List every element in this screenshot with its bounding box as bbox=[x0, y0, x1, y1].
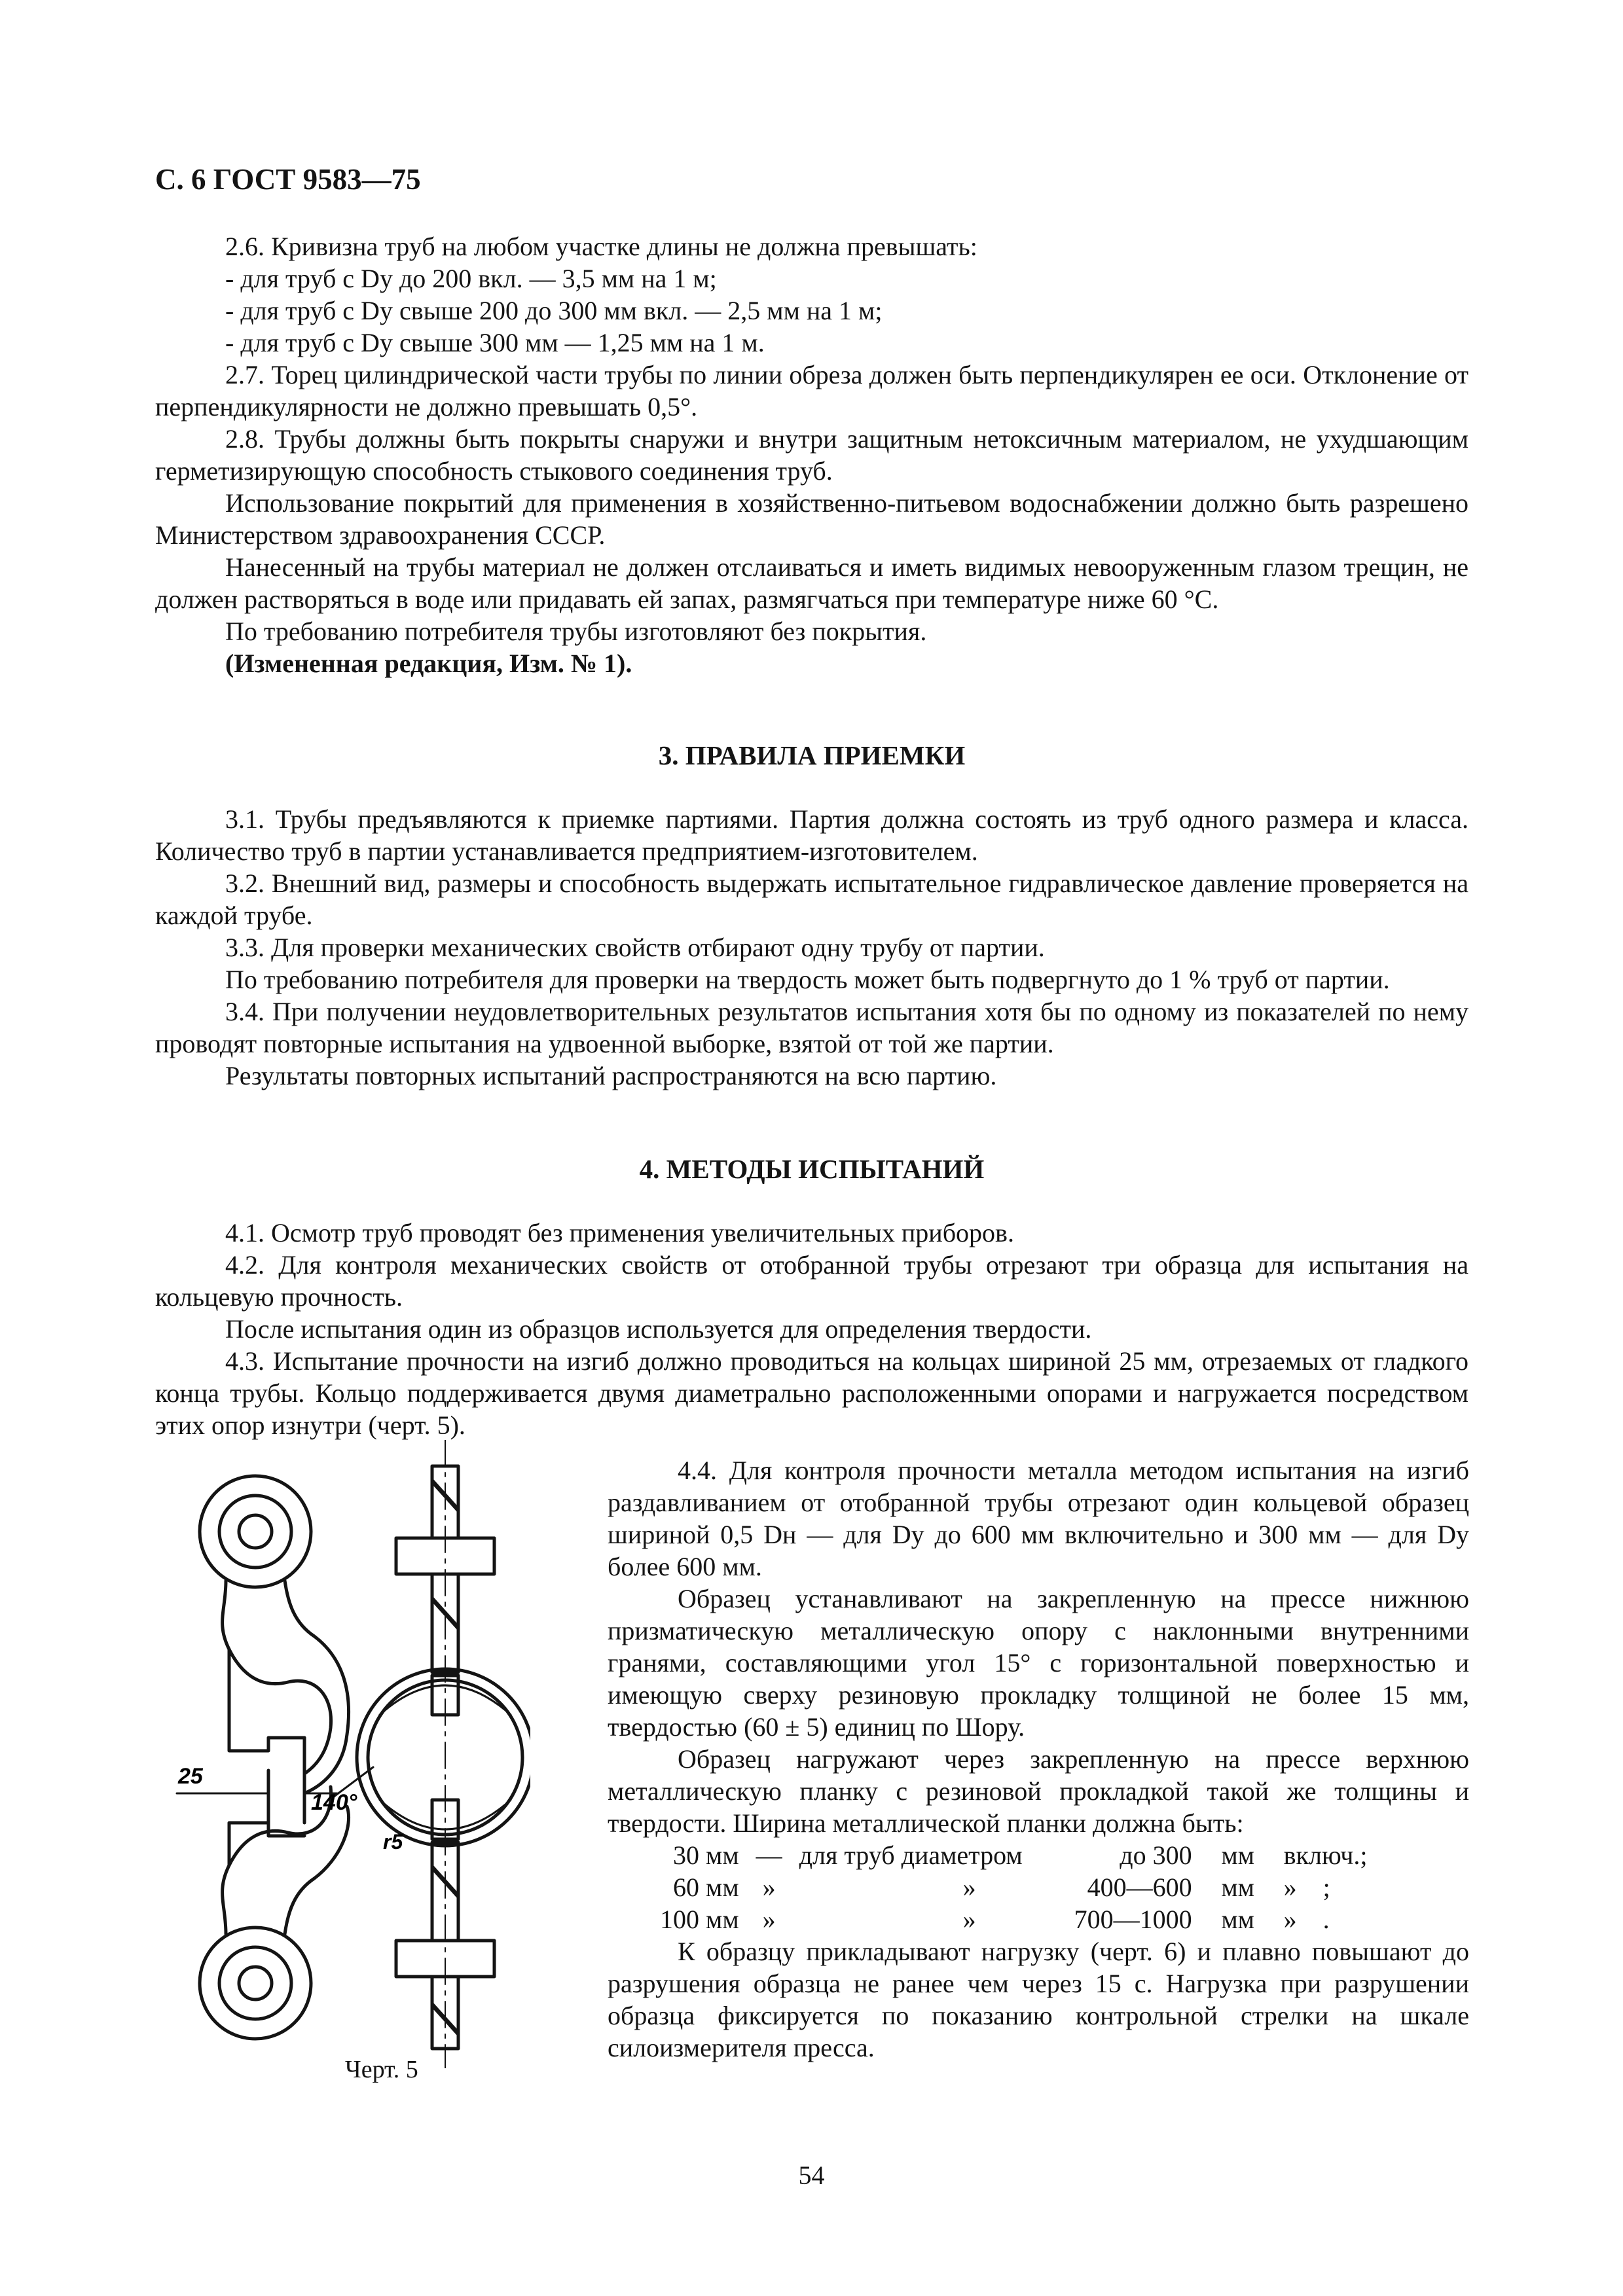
lower-hook-arm-outer bbox=[285, 1806, 349, 1934]
table-row: 60 мм » » 400—600 мм » ; bbox=[673, 1873, 1330, 1902]
table-row: 30 мм — для труб диаметром до 300 мм включ.; bbox=[673, 1840, 1368, 1870]
lower-eye-outer bbox=[200, 1928, 311, 2039]
paragraph-4-4-load: К образцу прикладывают нагрузку (черт. 6) и плавно повышают до разрушения образца не ранее чем через 15 с. Нагрузка при разрушении образца фиксируется по показанию контрольной стрелки на шкале силоизмерителя пресса. bbox=[608, 1937, 1469, 2062]
page-header: С. 6 ГОСТ 9583—75 bbox=[155, 163, 421, 196]
paragraph-2-8-coating: Использование покрытий для применения в хозяйственно-питьевом водоснабжении должно быть разрешено Министерством здравоохранения СССР. bbox=[155, 488, 1468, 550]
paragraph-3-3: 3.3. Для проверки механических свойств отбирают одну трубу от партии. bbox=[225, 933, 1045, 962]
section-2-continuation bbox=[155, 230, 1468, 679]
paragraph-4-4-column bbox=[608, 1454, 1469, 2064]
paragraph-4-4: 4.4. Для контроля прочности металла методом испытания на изгиб раздавливанием от отобранной трубы отрезают один кольцевой образец шириной 0,5 Dн — для Dу до 600 мм включительно и 300 мм — для Dу более 600 мм. bbox=[608, 1456, 1469, 1581]
paragraph-4-1: 4.1. Осмотр труб проводят без применения увеличительных приборов. bbox=[225, 1218, 1014, 1247]
paragraph-3-4: 3.4. При получении неудовлетворительных результатов испытания хотя бы по одному из показателей по нему проводят повторные испытания на удвоенной выборке, взятой от той же партии. bbox=[155, 997, 1468, 1058]
paragraph-2-8-material: Нанесенный на трубы материал не должен отслаиваться и иметь видимых невооруженным глазом трещин, не должен растворяться в воде или придавать ей запах, размягчаться при температуре ниже 60 °С. bbox=[155, 552, 1468, 614]
paragraph-4-2: 4.2. Для контроля механических свойств от отобранной трубы отрезают три образца для испытания на кольцевую прочность. bbox=[155, 1250, 1468, 1312]
figure-5-drawing bbox=[164, 1440, 530, 2068]
section-title: 4. МЕТОДЫ ИСПЫТАНИЙ bbox=[639, 1154, 985, 1184]
upper-hook-arm bbox=[223, 1581, 331, 1774]
list-item: - для труб с Dу до 200 вкл. — 3,5 мм на 1 м; bbox=[225, 264, 717, 293]
paragraph-4-2-hardness: После испытания один из образцов используется для определения твердости. bbox=[225, 1314, 1092, 1344]
paragraph-3-2: 3.2. Внешний вид, размеры и способность выдержать испытательное гидравлическое давление проверяется на каждой трубе. bbox=[155, 869, 1468, 930]
section-4 bbox=[155, 1153, 1468, 1441]
upper-eye-inner bbox=[239, 1515, 272, 1548]
paragraph-4-4-plate: Образец нагружают через закрепленную на прессе верхнюю металлическую планку с резиновой прокладкой такой же толщины и твердости. Ширина металлической планки должна быть: bbox=[608, 1744, 1469, 1838]
lower-jaw bbox=[229, 1823, 304, 1865]
paragraph-2-8: 2.8. Трубы должны быть покрыты снаружи и внутри защитным нетоксичным материалом, не ухудшающим герметизирующую способность стыкового соединения труб. bbox=[155, 424, 1468, 486]
paragraph-3-3-hardness: По требованию потребителя для проверки на твердость может быть подвергнуто до 1 % труб от партии. bbox=[225, 965, 1390, 994]
width-dimension-label: 25 bbox=[178, 1764, 203, 1789]
figure-caption: Черт. 5 bbox=[345, 2056, 418, 2083]
table-row: 100 мм » » 700—1000 мм » . bbox=[660, 1905, 1330, 1934]
list-item: - для труб с Dу свыше 200 до 300 мм вкл. — 2,5 мм на 1 м; bbox=[225, 296, 883, 325]
paragraph-3-1: 3.1. Трубы предъявляются к приемке партиями. Партия должна состоять из труб одного размера и класса. Количество труб в партии устанавливается предприятием-изготовителем. bbox=[155, 804, 1468, 866]
upper-eye-middle bbox=[219, 1496, 291, 1568]
lower-eye-middle bbox=[219, 1947, 291, 2019]
paragraph-2-6: 2.6. Кривизна труб на любом участке длины не должна превышать: bbox=[225, 232, 977, 261]
list-item: - для труб с Dу свыше 300 мм — 1,25 мм на 1 м. bbox=[225, 328, 765, 357]
ring-outer bbox=[357, 1669, 530, 1846]
page-number: 54 bbox=[798, 2161, 825, 2190]
plate-width-table bbox=[608, 1839, 1469, 1935]
paragraph-2-7: 2.7. Торец цилиндрической части трубы по линии обреза должен быть перпендикулярен ее оси. Отклонение от перпендикулярности не должно превышать 0,5°. bbox=[155, 360, 1468, 422]
section-title: 3. ПРАВИЛА ПРИЕМКИ bbox=[658, 740, 966, 770]
paragraph-4-3: 4.3. Испытание прочности на изгиб должно проводиться на кольцах шириной 25 мм, отрезаемых от гладкого конца трубы. Кольцо поддерживается двумя диаметрально расположенными опорами и нагружается посредством этих опор изнутри (черт. 5). bbox=[155, 1346, 1468, 1440]
angle-dimension-label: 140° bbox=[311, 1790, 357, 1815]
radius-dimension-label: r5 bbox=[383, 1830, 403, 1854]
lower-eye-inner bbox=[239, 1967, 272, 2000]
paragraph-3-4-results: Результаты повторных испытаний распространяются на всю партию. bbox=[225, 1061, 997, 1090]
paragraph-2-8-request: По требованию потребителя трубы изготовляют без покрытия. bbox=[225, 617, 927, 646]
upper-eye-outer bbox=[200, 1476, 311, 1587]
section-3 bbox=[155, 740, 1468, 1092]
amendment-note: (Измененная редакция, Изм. № 1). bbox=[225, 649, 632, 678]
paragraph-4-4-support: Образец устанавливают на закрепленную на прессе нижнюю призматическую металлическую опору с наклонными внутренними гранями, составляющими угол 15° с горизонтальной поверхностью и имеющую сверху резиновую прокладку толщиной не более 15 мм, твердостью (60 ± 5) единиц по Шору. bbox=[608, 1584, 1469, 1742]
